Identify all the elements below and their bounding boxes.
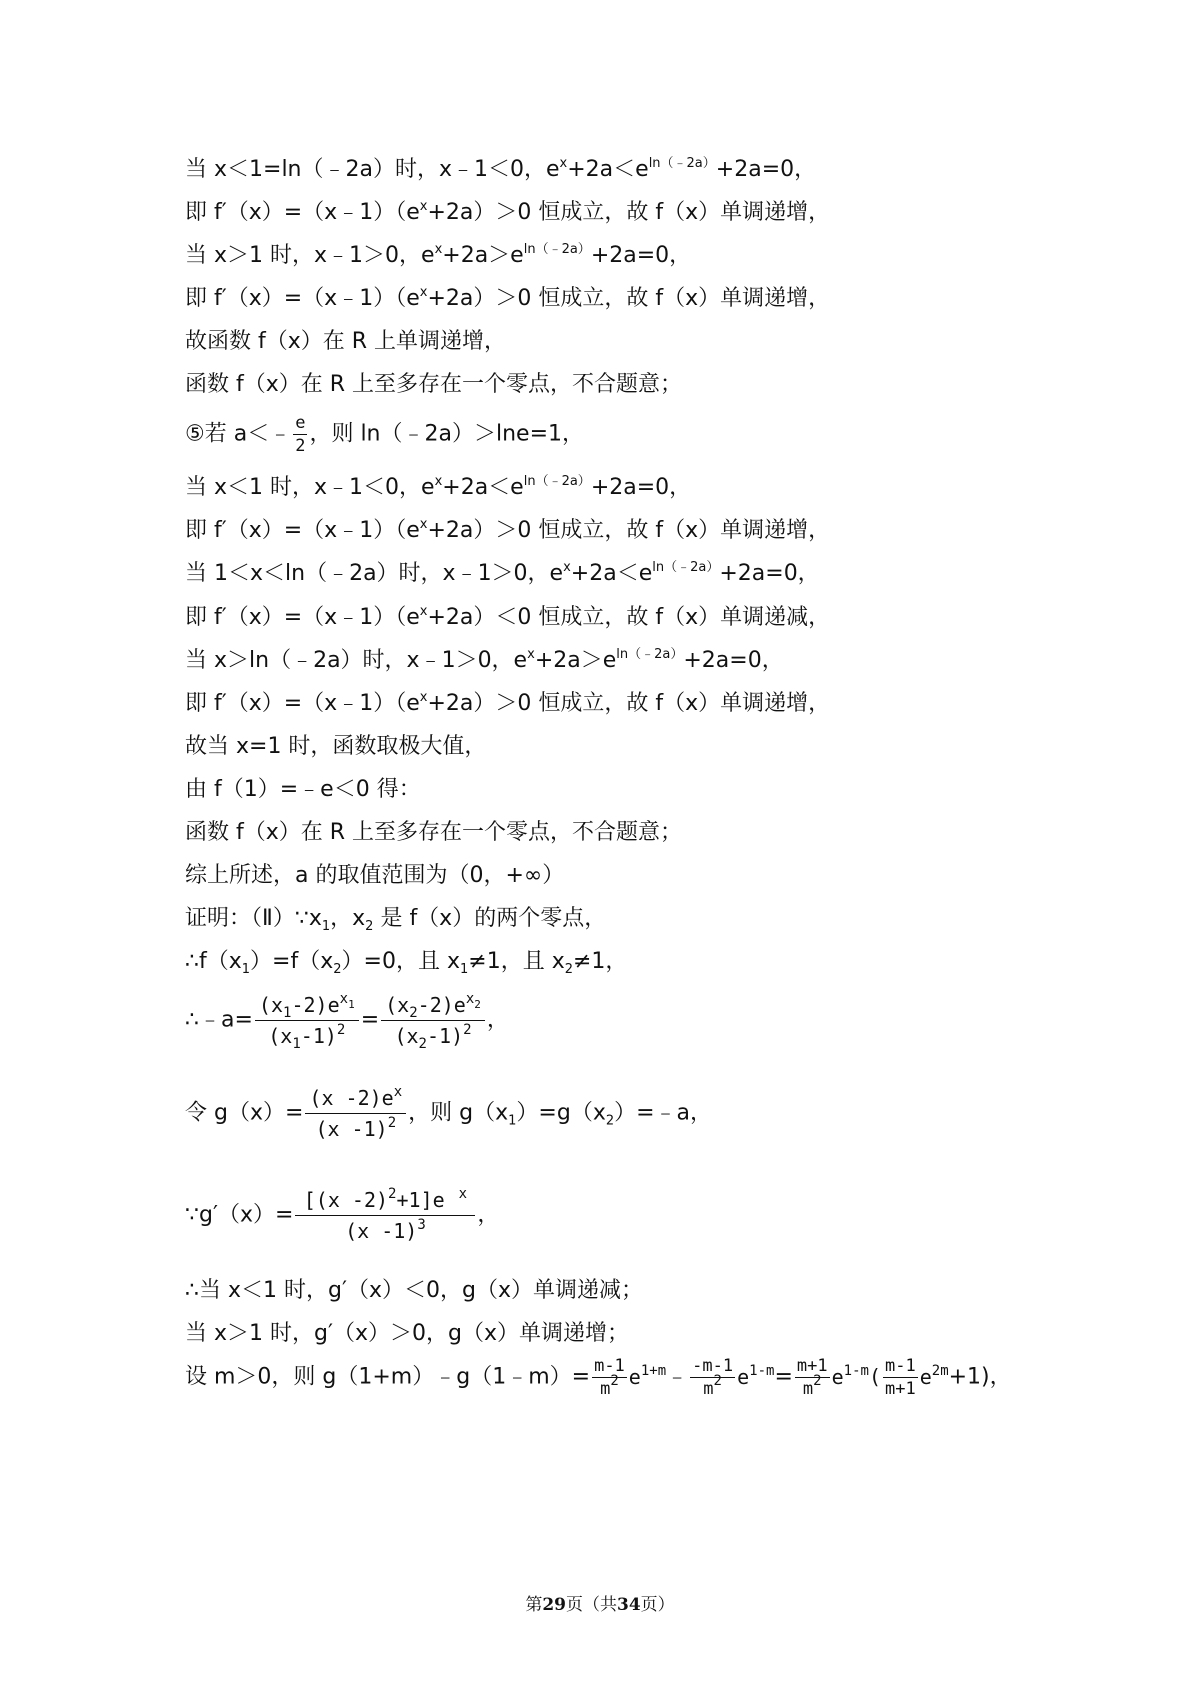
fraction-g: $\frac{(x -2)e^x}{(x -1)^2}$ xyxy=(305,1083,406,1144)
text-line-6: 函数 f（x）在 R 上至多存在一个零点，不合题意； xyxy=(185,372,683,397)
text-line-21: 当 x＞1 时，g′（x）＞0，g（x）单调递增； xyxy=(185,1321,629,1346)
text-line-4: 即 $f'(x)=(x﹣1)(e^x+2a)>0$ 恒成立，故 f（x）单调递增， xyxy=(185,285,831,311)
fraction-x2: $\frac{(x_2-2)e^{x_2}}{(x_2-1)^2}$ xyxy=(381,990,485,1051)
fraction-e-over-2: $\frac{e}{2}$ xyxy=(295,413,306,456)
text-line-3: 当 x＞1 时，x﹣1＞0，$e^x+2a>e^{ln(﹣2a)}+2a=0$， xyxy=(185,242,692,268)
text-line-13: 即 $f'(x)=(x﹣1)(e^x+2a)>0$ 恒成立，故 f（x）单调递增， xyxy=(185,690,831,716)
page-total: 34 xyxy=(617,1595,641,1615)
text-line-20: ∴当 x＜1 时，g′（x）＜0，g（x）单调递减； xyxy=(185,1278,643,1303)
page-footer: 第29页（共34页） xyxy=(525,1595,675,1615)
page-number: 29 xyxy=(542,1595,566,1615)
text-line-9: 即 $f'(x)=(x﹣1)(e^x+2a)>0$ 恒成立，故 f（x）单调递增， xyxy=(185,517,831,543)
equation-minus-a: ∴﹣a= $\frac{(x_1-2)e^{x_1}}{(x_1-1)^2}$ = $\frac{(x_2-2)e^{x_2}}{(x_2-1)^2}$ ， xyxy=(185,991,509,1052)
text-line-17: 综上所述，a 的取值范围为（0，+∞） xyxy=(185,863,565,888)
equation-g-definition: 令 g（x）= $\frac{(x -2)e^x}{(x -1)^2}$ ，则 $g(x_1)=g(x_2)=﹣a$， xyxy=(185,1083,712,1144)
text-line-7: ⑤若 a＜﹣ $\frac{e}{2}$ ，则 ln（﹣2a）＞lne=1， xyxy=(185,413,585,456)
text-line-19: $\therefore f(x_1)=f(x_2)=0$，且 $x_1\ne 1$，且 $x_2\ne 1$， xyxy=(185,949,628,977)
text-line-18: 证明：$(Ⅱ)\because x_1$，$x_2$ 是 f（x）的两个零点， xyxy=(185,906,607,934)
fraction-x1: $\frac{(x_1-2)e^{x_1}}{(x_1-1)^2}$ xyxy=(255,990,359,1051)
text-line-8: 当 x＜1 时，x﹣1＜0，$e^x+2a<e^{ln(﹣2a)}+2a=0$， xyxy=(185,474,692,500)
text-line-1: 当 x＜1=ln（﹣2a）时，x﹣1＜0，$e^x+2a<e^{ln(﹣2a)}+2a=0$， xyxy=(185,156,817,182)
text-line-5: 故函数 f（x）在 R 上单调递增， xyxy=(185,329,507,354)
text-line-16: 函数 f（x）在 R 上至多存在一个零点，不合题意； xyxy=(185,820,683,845)
fraction-m3: $\frac{m+1}{m^2}$ xyxy=(796,1356,828,1399)
text-line-11: 即 $f'(x)=(x﹣1)(e^x+2a)<0$ 恒成立，故 f（x）单调递减， xyxy=(185,604,831,630)
text-line-12: 当 x＞ln（﹣2a）时，x﹣1＞0，$e^x+2a>e^{ln(﹣2a)}+2a=0$， xyxy=(185,647,784,673)
text-line-14: 故当 x=1 时，函数取极大值， xyxy=(185,734,487,759)
fraction-g-prime: $\frac{[(x -2)^2+1]e ^x}{(x -1)^3}$ xyxy=(295,1185,475,1246)
equation-g-difference: 设 m＞0，则 g（1+m）﹣g（1﹣m）= $\frac{m-1}{m^2}$ $e^{1+m}﹣$ $\frac{-m-1}{m^2}$ $e^{1-m}=$ $\frac{m+1}{m^2}$ $e^{1-m}$( $\frac{m-1}{m+1}$ $e^{2m}+1$)， xyxy=(185,1356,1012,1399)
fraction-m2: $\frac{-m-1}{m^2}$ xyxy=(692,1356,734,1399)
text-line-2: 即 $f'(x)=(x﹣1)(e^x+2a)>0$ 恒成立，故 f（x）单调递增， xyxy=(185,199,831,225)
text-line-10: 当 1＜x＜ln（﹣2a）时，x﹣1＞0，$e^x+2a<e^{ln(﹣2a)}+2a=0$， xyxy=(185,560,820,586)
equation-g-derivative: ∵g′（x）= $\frac{[(x -2)^2+1]e ^x}{(x -1)^3}$ ， xyxy=(185,1185,499,1246)
text-line-15: 由 f（1）=﹣e＜0 得： xyxy=(185,777,421,802)
fraction-m4: $\frac{m-1}{m+1}$ xyxy=(885,1356,916,1399)
fraction-m1: $\frac{m-1}{m^2}$ xyxy=(594,1356,625,1399)
